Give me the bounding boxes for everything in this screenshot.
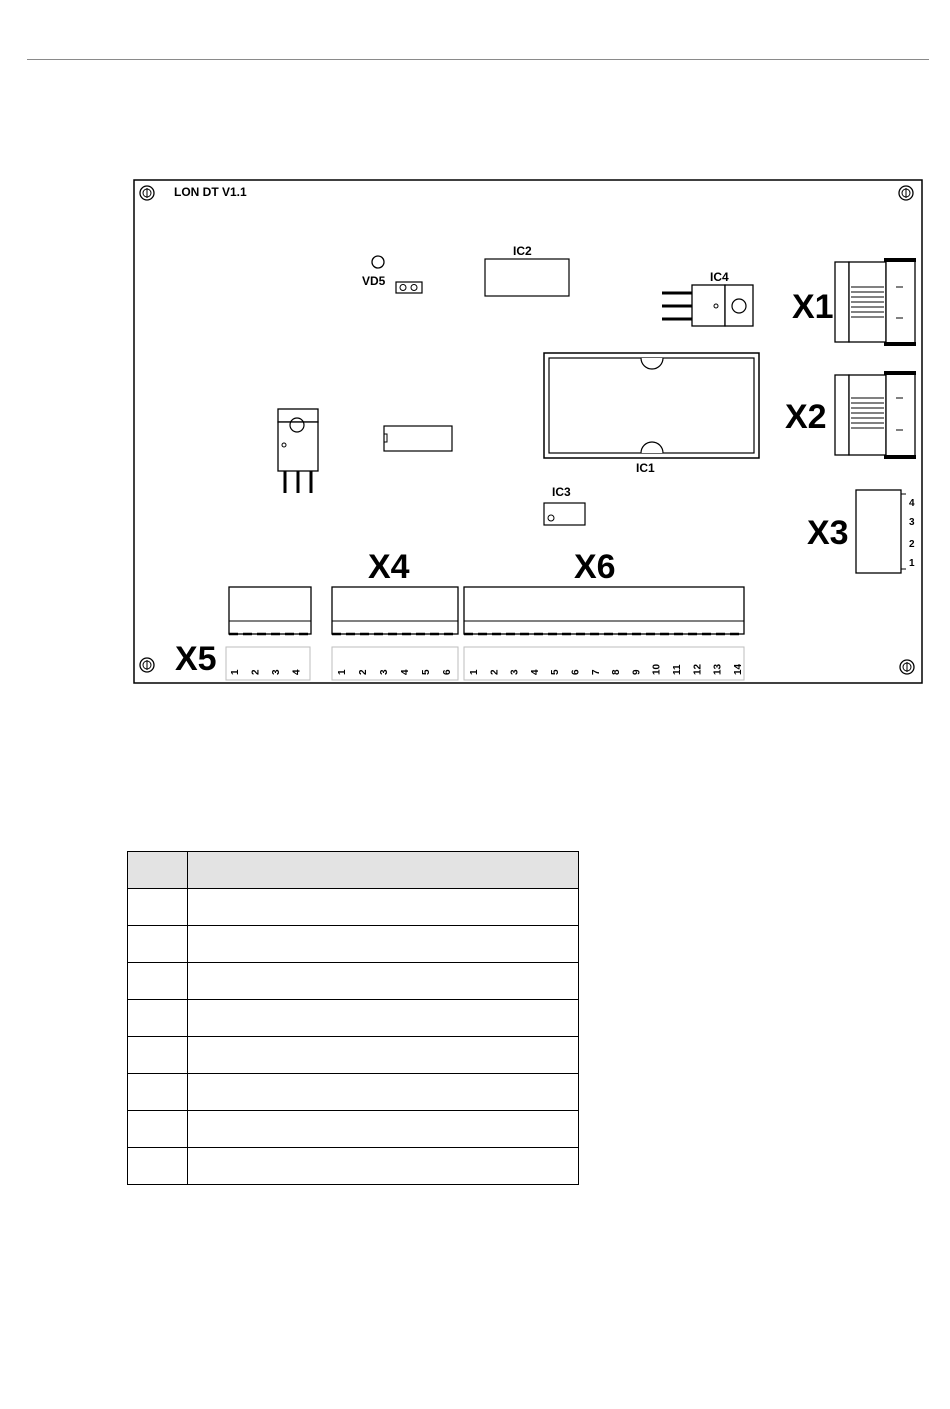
- x4-label: X4: [368, 548, 410, 586]
- legend-row: [128, 926, 579, 963]
- legend-cell: [128, 1037, 188, 1074]
- legend-cell: [188, 1111, 579, 1148]
- legend-cell: [128, 889, 188, 926]
- x1-label: X1: [792, 288, 834, 326]
- x3-pin-label: 3: [909, 517, 915, 528]
- legend-cell: [128, 1000, 188, 1037]
- pin-label: 7: [590, 669, 602, 675]
- legend-header-cell: [188, 852, 579, 889]
- pin-label: 9: [631, 669, 643, 675]
- legend-cell: [188, 1074, 579, 1111]
- pin-label: 2: [250, 669, 262, 675]
- legend-row: [128, 1111, 579, 1148]
- x5-label: X5: [175, 640, 217, 678]
- pin-label: 6: [442, 669, 453, 675]
- pin-label: 10: [651, 663, 663, 675]
- pin-label: 2: [489, 669, 501, 675]
- legend-cell: [128, 1111, 188, 1148]
- pin-label: 4: [400, 669, 411, 675]
- pin-label: 6: [570, 669, 582, 675]
- pin-label: 3: [509, 669, 521, 675]
- legend-cell: [188, 963, 579, 1000]
- pin-label: 1: [230, 669, 241, 675]
- legend-row: [128, 889, 579, 926]
- legend-table: [127, 851, 579, 1185]
- x3-label: X3: [807, 514, 849, 552]
- legend-cell: [128, 926, 188, 963]
- pin-label: 1: [469, 669, 480, 675]
- legend-cell: [188, 889, 579, 926]
- legend-body: [128, 889, 579, 1185]
- pin-label: 2: [358, 669, 369, 675]
- pin-label: 8: [611, 669, 623, 675]
- pin-label: 1: [337, 669, 348, 675]
- pin-label: 13: [712, 663, 724, 675]
- vd5-label: VD5: [362, 274, 386, 288]
- legend-row: [128, 1074, 579, 1111]
- voltage-regulator: [278, 409, 318, 493]
- pin-label: 4: [529, 669, 541, 675]
- pin-label: 3: [379, 669, 390, 675]
- pin-label: 14: [732, 663, 744, 675]
- legend-header-row: [128, 852, 579, 889]
- legend-cell: [128, 1148, 188, 1185]
- legend-cell: [188, 1000, 579, 1037]
- pin-label: 3: [271, 669, 282, 675]
- legend-cell: [188, 1148, 579, 1185]
- x2-connector: [835, 373, 916, 457]
- legend-row: [128, 963, 579, 1000]
- legend-cell: [188, 926, 579, 963]
- ic3-label: IC3: [552, 485, 571, 499]
- pin-label: 12: [692, 663, 704, 675]
- ic4-label: IC4: [710, 270, 729, 284]
- legend-header-cell: [128, 852, 188, 889]
- legend-cell: [128, 963, 188, 1000]
- ic1-label: IC1: [636, 461, 655, 475]
- x3-pin-label: 1: [909, 558, 915, 569]
- legend-cell: [188, 1037, 579, 1074]
- pin-label: 11: [672, 664, 683, 675]
- pin-label: 5: [421, 669, 432, 675]
- board-title: LON DT V1.1: [174, 185, 247, 199]
- x3-pin-label: 2: [909, 539, 915, 550]
- x3-pin-label: 4: [909, 498, 915, 509]
- x6-label: X6: [574, 548, 616, 586]
- legend-row: [128, 1000, 579, 1037]
- legend-cell: [128, 1074, 188, 1111]
- x2-label: X2: [785, 398, 827, 436]
- x1-connector: [835, 260, 916, 344]
- legend-row: [128, 1148, 579, 1185]
- x3-connector: [856, 490, 906, 573]
- pin-label: 4: [291, 669, 303, 675]
- pin-label: 5: [550, 669, 562, 675]
- legend-row: [128, 1037, 579, 1074]
- ic2-label: IC2: [513, 244, 532, 258]
